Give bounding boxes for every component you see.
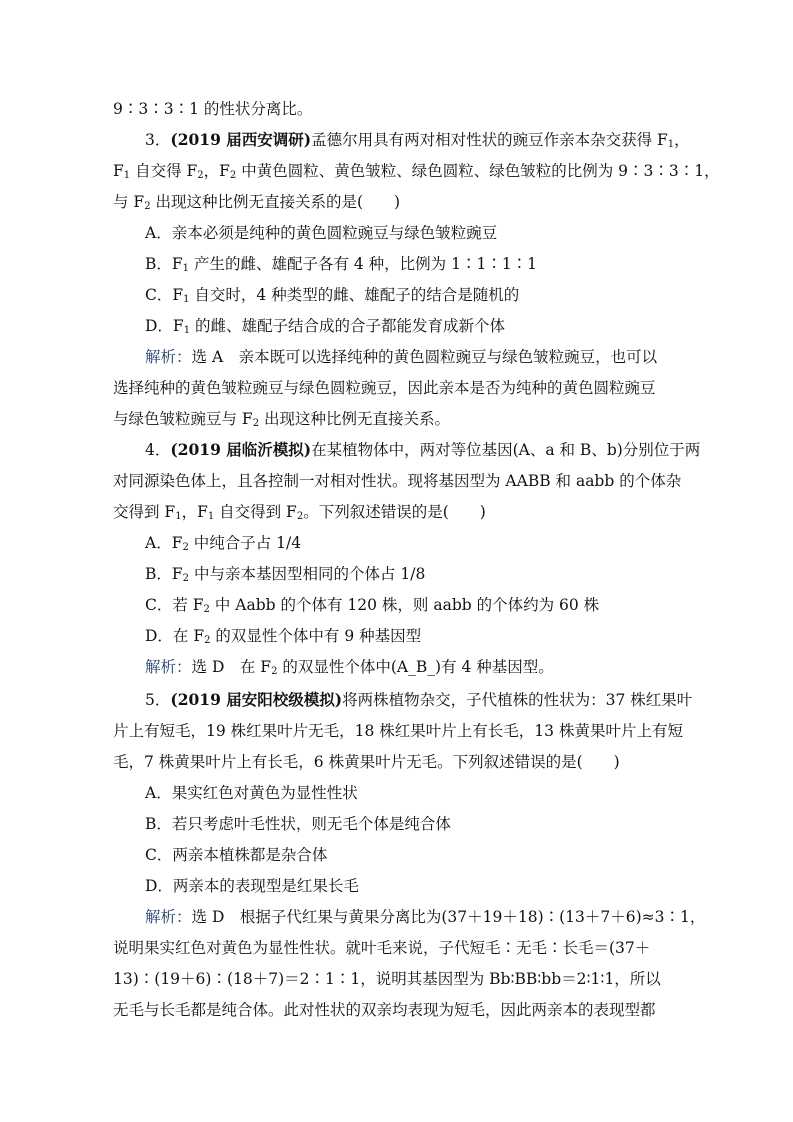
- q4-option-a: A．$F_2$ 中纯合子占 1/4: [145, 534, 302, 553]
- q4-option-c: C．若 $F_2$ 中 Aabb 的个体有 120 株，则 aabb 的个体约为 60 株: [145, 596, 600, 615]
- analysis-label: 解析：: [145, 348, 192, 366]
- q3-option-a: A．亲本必须是纯种的黄色圆粒豌豆与绿色皱粒豌豆: [145, 224, 498, 242]
- q5-analysis-line-1: 解析：选 D 根据子代红果与黄果分离比为(37＋19＋18)∶(13＋7＋6)≈3∶1，: [145, 908, 706, 926]
- q4-stem-line-1: 4．(2019 届临沂模拟)在某植物体中，两对等位基因(A、a 和 B、b)分别位于两: [145, 440, 701, 459]
- q3-analysis-line-2: 选择纯种的黄色皱粒豌豆与绿色圆粒豌豆，因此亲本是否为纯种的黄色圆粒豌豆: [113, 379, 656, 397]
- q5-analysis-line-2: 说明果实红色对黄色为显性性状。就叶毛来说，子代短毛∶无毛∶长毛＝(37＋: [113, 939, 651, 957]
- q3-stem-line-1: 3．(2019 届西安调研)孟德尔用具有两对相对性状的豌豆作亲本杂交获得 $F_1$，: [145, 130, 690, 150]
- q5-analysis-line-4: 无毛与长毛都是纯合体。此对性状的双亲均表现为短毛，因此两亲本的表现型都: [113, 1001, 656, 1019]
- q5-stem-line-1: 5．(2019 届安阳校级模拟)将两株植物杂交，子代植株的性状为：37 株红果叶: [145, 690, 693, 709]
- q4-stem-line-2: 对同源染色体上，且各控制一对相对性状。现将基因型为 AABB 和 aabb 的个体杂: [113, 472, 682, 490]
- q5-analysis-line-3: 13)∶(19＋6)∶(18＋7)＝2∶1∶1，说明其基因型为 Bb∶BB∶bb＝2∶1∶1，所以: [113, 970, 661, 988]
- q3-option-d: D．$F_1$ 的雌、雄配子结合成的合子都能发育成新个体: [145, 317, 505, 336]
- q3-analysis-line-1: 解析：选 A 亲本既可以选择纯种的黄色圆粒豌豆与绿色皱粒豌豆，也可以: [145, 348, 658, 366]
- q5-stem-line-3: 毛，7 株黄果叶片上有长毛，6 株黄果叶片无毛。下列叙述错误的是( ): [113, 753, 620, 771]
- intro-line: 9∶3∶3∶1 的性状分离比。: [113, 100, 313, 118]
- analysis-label: 解析：: [145, 908, 192, 926]
- q5-stem-line-2: 片上有短毛，19 株红果叶片无毛，18 株红果叶片上有长毛，13 株黄果叶片上有短: [113, 722, 683, 740]
- q5-option-a: A．果实红色对黄色为显性性状: [145, 784, 358, 802]
- q4-option-b: B．$F_2$ 中与亲本基因型相同的个体占 1/8: [145, 565, 426, 584]
- q5-option-c: C．两亲本植株都是杂合体: [145, 846, 328, 864]
- q5-option-d: D．两亲本的表现型是红果长毛: [145, 877, 359, 895]
- q3-option-c: C．$F_1$ 自交时，4 种类型的雌、雄配子的结合是随机的: [145, 286, 520, 305]
- q4-option-d: D．在 $F_2$ 的双显性个体中有 9 种基因型: [145, 627, 422, 646]
- q3-option-b: B．$F_1$ 产生的雌、雄配子各有 4 种，比例为 1∶1∶1∶1: [145, 255, 538, 274]
- q3-stem-line-3: 与 $F_2$ 出现这种比例无直接关系的是( ): [113, 193, 401, 212]
- analysis-label: 解析：: [145, 658, 192, 676]
- q3-analysis-line-3: 与绿色皱粒豌豆与 $F_2$ 出现这种比例无直接关系。: [113, 410, 450, 429]
- q4-stem-line-3: 交得到 $F_1$，$F_1$ 自交得到 $F_2$。下列叙述错误的是( ): [113, 503, 486, 522]
- q5-option-b: B．若只考虑叶毛性状，则无毛个体是纯合体: [145, 815, 451, 833]
- q4-analysis-line-1: 解析：选 D 在 $F_2$ 的双显性个体中(A_B_)有 4 种基因型。: [145, 658, 554, 677]
- q3-stem-line-2: $F_1$ 自交得 $F_2$，$F_2$ 中黄色圆粒、黄色皱粒、绿色圆粒、绿色皱粒的比例为 9∶3∶3∶1，: [113, 162, 720, 181]
